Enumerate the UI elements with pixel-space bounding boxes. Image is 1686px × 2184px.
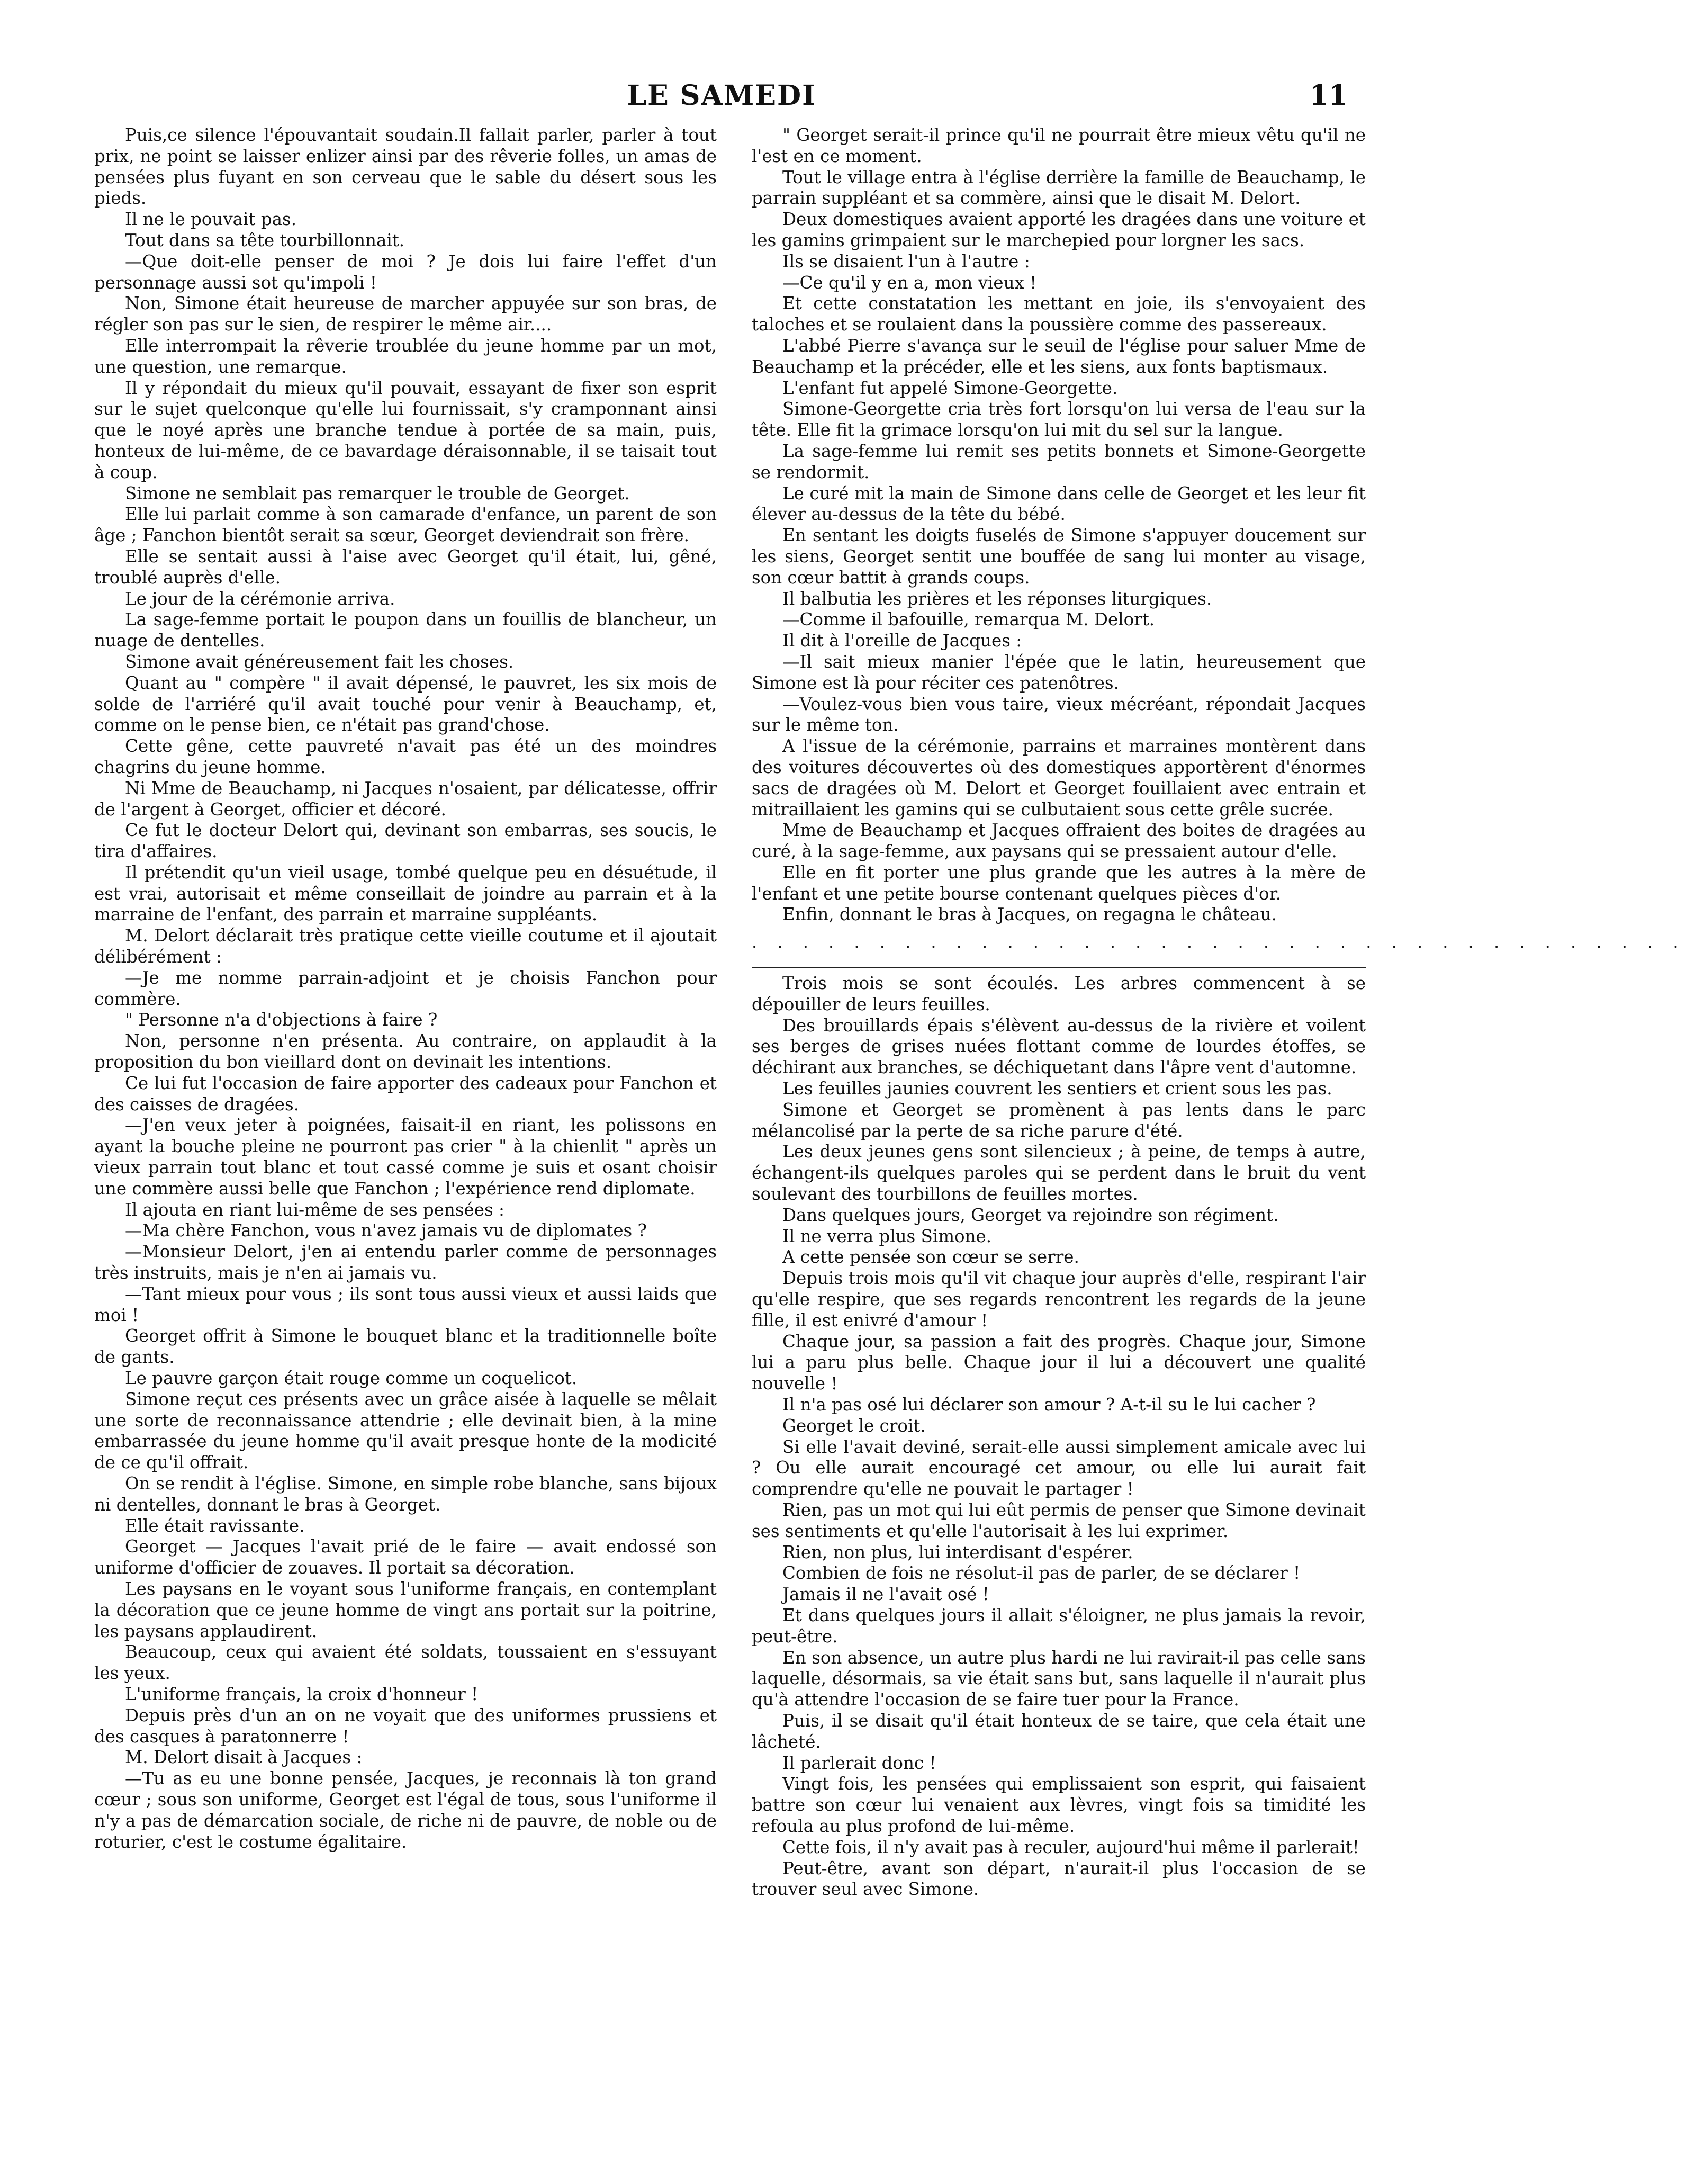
paragraph: Beaucoup, ceux qui avaient été soldats, toussaient en s'essuyant les yeux.	[94, 1642, 717, 1684]
paragraph: —Que doit-elle penser de moi ? Je dois lui faire l'effet d'un personnage aussi sot qu'impoli !	[94, 251, 717, 293]
paragraph: Ce lui fut l'occasion de faire apporter des cadeaux pour Fanchon et des caisses de dragées.	[94, 1073, 717, 1115]
paragraph: A l'issue de la cérémonie, parrains et marraines montèrent dans des voitures découvertes où des domestiques apportèrent d'énormes sacs de dragées où M. Delort et Georget fouillaient avec entrain et mitraillaient les gamins qui se culbutaient sous cette grêle sucrée.	[752, 736, 1366, 820]
paragraph: Le pauvre garçon était rouge comme un coquelicot.	[125, 1368, 578, 1389]
paragraph: —Tu as eu une bonne pensée, Jacques, je reconnais là ton grand cœur ; sous son uniforme, Georget est l'égal de tous, sous l'uniforme il n'y a pas de démarcation sociale, de riche ni de pauvre, de noble ou de roturier, c'est le costume égalitaire.	[94, 1768, 717, 1852]
paragraph: Et cette constatation les mettant en joie, ils s'envoyaient des taloches et se roulaient dans la poussière comme des passereaux.	[752, 293, 1366, 335]
paragraph: Combien de fois ne résolut-il pas de parler, de se déclarer !	[782, 1563, 1301, 1584]
paragraph: Dans quelques jours, Georget va rejoindre son régiment.	[782, 1205, 1279, 1225]
paragraph: Deux domestiques avaient apporté les dragées dans une voiture et les gamins grimpaient sur le marchepied pour lorgner les sacs.	[752, 209, 1366, 250]
paragraph: —Monsieur Delort, j'en ai entendu parler comme de personnages très instruits, mais je n'en ai jamais vu.	[94, 1242, 717, 1283]
paragraph: Si elle l'avait deviné, serait-elle aussi simplement amicale avec lui ? Ou elle aurait encouragé cet amour, ou elle lui aurait fait comprendre qu'elle ne pouvait le partager !	[752, 1436, 1366, 1499]
right-column-top	[752, 125, 1366, 925]
paragraph: Il y répondait du mieux qu'il pouvait, essayant de fixer son esprit sur le sujet quelconque qu'elle lui fournissait, s'y cramponnant ainsi que le noyé après une branche tendue à portée de sa main, puis, honteux de lui-même, de ce bavardage déraisonnable, il se taisait tout à coup.	[94, 378, 717, 482]
paragraph: On se rendit à l'église. Simone, en simple robe blanche, sans bijoux ni dentelles, donnant le bras à Georget.	[94, 1473, 717, 1515]
paragraph: Ils se disaient l'un à l'autre :	[782, 251, 1030, 272]
paragraph: Enfin, donnant le bras à Jacques, on regagna le château.	[782, 904, 1277, 925]
paragraph: Les paysans en le voyant sous l'uniforme français, en contemplant la décoration que ce jeune homme de vingt ans portait sur la poitrine, les paysans applaudirent.	[94, 1578, 717, 1641]
paragraph: Simone ne semblait pas remarquer le trouble de Georget.	[125, 483, 630, 504]
paragraph: Rien, non plus, lui interdisant d'espérer.	[782, 1542, 1133, 1562]
paragraph: Depuis près d'un an on ne voyait que des uniformes prussiens et des casques à paratonnerre !	[94, 1705, 717, 1747]
paragraph: " Personne n'a d'objections à faire ?	[125, 1010, 438, 1030]
paragraph: Georget le croit.	[782, 1415, 926, 1436]
paragraph: —J'en veux jeter à poignées, faisait-il en riant, les polissons en ayant la bouche pleine ne pourront pas crier " à la chienlit " après un vieux parrain tout blanc et tout cassé comme je suis et osant choisir une commère aussi belle que Fanchon ; l'expérience rend diplomate.	[94, 1115, 717, 1199]
paragraph: Ni Mme de Beauchamp, ni Jacques n'osaient, par délicatesse, offrir de l'argent à Georget, officier et décoré.	[94, 778, 717, 820]
paragraph: M. Delort disait à Jacques :	[125, 1747, 363, 1768]
paragraph: Il dit à l'oreille de Jacques :	[782, 631, 1022, 651]
paragraph: Ce fut le docteur Delort qui, devinant son embarras, ses soucis, le tira d'affaires.	[94, 820, 717, 862]
paragraph: Elle lui parlait comme à son camarade d'enfance, un parent de son âge ; Fanchon bientôt serait sa sœur, Georget deviendrait son frère.	[94, 504, 717, 546]
paragraph: Quant au " compère " il avait dépensé, le pauvret, les six mois de solde de l'arriéré qu'il avait touché pour venir à Beauchamp, et, comme on le pense bien, ce n'était pas grand'chose.	[94, 672, 717, 735]
paragraph: Simone avait généreusement fait les choses.	[125, 651, 514, 672]
paragraph: Non, Simone était heureuse de marcher appuyée sur son bras, de régler son pas sur le sien, de respirer le même air....	[94, 293, 717, 335]
paragraph: Elle interrompait la rêverie troublée du jeune homme par un mot, une question, une remarque.	[94, 335, 717, 377]
paragraph: Il parlerait donc !	[782, 1752, 936, 1773]
paragraph: A cette pensée son cœur se serre.	[782, 1247, 1079, 1268]
paragraph: —Tant mieux pour vous ; ils sont tous aussi vieux et aussi laids que moi !	[94, 1283, 717, 1325]
paragraph: Georget offrit à Simone le bouquet blanc et la traditionnelle boîte de gants.	[94, 1326, 717, 1368]
paragraph: Simone reçut ces présents avec un grâce aisée à laquelle se mêlait une sorte de reconnaissance attendrie ; elle devinait bien, à la mine embarrassée du jeune homme qu'il avait presque honte de la modicité de ce qu'il offrait.	[94, 1389, 717, 1473]
paragraph: " Georget serait-il prince qu'il ne pourrait être mieux vêtu qu'il ne l'est en ce moment.	[752, 125, 1366, 166]
paragraph: —Ma chère Fanchon, vous n'avez jamais vu de diplomates ?	[125, 1220, 647, 1241]
paragraph: Rien, pas un mot qui lui eût permis de penser que Simone devinait ses sentiments et qu'elle l'autorisait à les lui exprimer.	[752, 1500, 1366, 1541]
paragraph: Il ajouta en riant lui-même de ses pensées :	[125, 1199, 504, 1220]
paragraph: Mme de Beauchamp et Jacques offraient des boites de dragées au curé, à la sage-femme, aux paysans qui se pressaient autour d'elle.	[752, 820, 1366, 862]
paragraph: Il prétendit qu'un vieil usage, tombé quelque peu en désuétude, il est vrai, autorisait et même conseillait de joindre au parrain et à la marraine de l'enfant, des parrain et marraine suppléants.	[94, 862, 717, 925]
paragraph: Trois mois se sont écoulés. Les arbres commencent à se dépouiller de leurs feuilles.	[752, 973, 1366, 1014]
paragraph: Il balbutia les prières et les réponses liturgiques.	[782, 588, 1212, 609]
paragraph: La sage-femme lui remit ses petits bonnets et Simone-Georgette se rendormit.	[752, 441, 1366, 482]
paragraph: M. Delort déclarait très pratique cette vieille coutume et il ajoutait délibérément :	[94, 925, 717, 967]
paragraph: Puis,ce silence l'épouvantait soudain.Il fallait parler, parler à tout prix, ne point se laisser enlizer ainsi par des rêverie folles, un amas de pensées plus fuyant en son cerveau que le sable du désert sous les pieds.	[94, 125, 717, 209]
paragraph: Elle en fit porter une plus grande que les autres à la mère de l'enfant et une petite bourse contenant quelques pièces d'or.	[752, 862, 1366, 904]
paragraph: Vingt fois, les pensées qui emplissaient son esprit, qui faisaient battre son cœur lui venaient aux lèvres, vingt fois sa timidité les refoula au plus profond de lui-même.	[752, 1774, 1366, 1836]
separator-rule	[752, 967, 1366, 968]
paragraph: Elle était ravissante.	[125, 1515, 305, 1536]
left-column	[94, 125, 717, 2158]
paragraph: —Il sait mieux manier l'épée que le latin, heureusement que Simone est là pour réciter ces patenôtres.	[752, 651, 1366, 693]
paragraph: Georget — Jacques l'avait prié de le faire — avait endossé son uniforme d'officier de zouaves. Il portait sa décoration.	[94, 1536, 717, 1578]
paragraph: La sage-femme portait le poupon dans un fouillis de blancheur, un nuage de dentelles.	[94, 609, 717, 651]
paragraph: Il n'a pas osé lui déclarer son amour ? A-t-il su le lui cacher ?	[782, 1395, 1316, 1415]
paragraph: Tout dans sa tête tourbillonnait.	[125, 230, 405, 250]
paragraph: Non, personne n'en présenta. Au contraire, on applaudit à la proposition du bon vieillard dont on devinait les intentions.	[94, 1031, 717, 1073]
paragraph: Des brouillards épais s'élèvent au-dessus de la rivière et voilent ses berges de grises nuées flottant comme de lourdes étoffes, se déchirant aux branches, se déchiquetant dans l'âpre vent d'automne.	[752, 1015, 1366, 1078]
paragraph: Simone et Georget se promènent à pas lents dans le parc mélancolisé par la perte de sa riche parure d'été.	[752, 1099, 1366, 1141]
paragraph: —Comme il bafouille, remarqua M. Delort.	[782, 609, 1155, 630]
paragraph: L'enfant fut appelé Simone-Georgette.	[782, 378, 1118, 398]
paragraph: Puis, il se disait qu'il était honteux de se taire, que cela était une lâcheté.	[752, 1710, 1366, 1752]
paragraph: Peut-être, avant son départ, n'aurait-il plus l'occasion de se trouver seul avec Simone.	[752, 1858, 1366, 1900]
paragraph: En son absence, un autre plus hardi ne lui ravirait-il pas celle sans laquelle, désormais, sa vie était sans but, sans laquelle il n'aurait plus qu'à attendre l'occasion de se faire tuer pour la France.	[752, 1647, 1366, 1710]
paragraph: L'abbé Pierre s'avança sur le seuil de l'église pour saluer Mme de Beauchamp et la précéder, elle et les siens, aux fonts baptismaux.	[752, 335, 1366, 377]
paragraph: L'uniforme français, la croix d'honneur !	[125, 1684, 479, 1704]
paragraph: Cette gêne, cette pauvreté n'avait pas été un des moindres chagrins du jeune homme.	[94, 736, 717, 777]
paragraph: Et dans quelques jours il allait s'éloigner, ne plus jamais la revoir, peut-être.	[752, 1605, 1366, 1647]
paragraph: Les feuilles jaunies couvrent les sentiers et crient sous les pas.	[782, 1078, 1332, 1099]
paragraph: Les deux jeunes gens sont silencieux ; à peine, de temps à autre, échangent-ils quelques paroles qui se perdent dans le bruit du vent soulevant des tourbillons de feuilles mortes.	[752, 1142, 1366, 1205]
paragraph: Chaque jour, sa passion a fait des progrès. Chaque jour, Simone lui a paru plus belle. Chaque jour il lui a découvert une qualité nouvelle !	[752, 1331, 1366, 1394]
journal-title: LE SAMEDI	[627, 79, 816, 112]
right-column	[752, 125, 1686, 2158]
paragraph: —Ce qu'il y en a, mon vieux !	[782, 272, 1037, 293]
paragraph: Simone-Georgette cria très fort lorsqu'on lui versa de l'eau sur la tête. Elle fit la grimace lorsqu'on lui mit du sel sur la langue.	[752, 399, 1366, 441]
page-header	[95, 79, 1348, 127]
paragraph: Le curé mit la main de Simone dans celle de Georget et les leur fit élever au-dessus de la tête du bébé.	[752, 483, 1366, 525]
paragraph: Tout le village entra à l'église derrière la famille de Beauchamp, le parrain suppléant et sa commère, ainsi que le disait M. Delort.	[752, 167, 1366, 209]
page-number: 11	[1309, 79, 1348, 112]
paragraph: —Voulez-vous bien vous taire, vieux mécréant, répondait Jacques sur le même ton.	[752, 694, 1366, 735]
paragraph: Depuis trois mois qu'il vit chaque jour auprès d'elle, respirant l'air qu'elle respire, que ses regards rencontrent les regards de la jeune fille, il est enivré d'amour !	[752, 1268, 1366, 1331]
paragraph: Cette fois, il n'y avait pas à reculer, aujourd'hui même il parlerait!	[782, 1837, 1359, 1857]
right-column-bottom	[752, 973, 1366, 1900]
paragraph: En sentant les doigts fuselés de Simone s'appuyer doucement sur les siens, Georget sentit une bouffée de sang lui monter au visage, son cœur battit à grands coups.	[752, 525, 1366, 588]
paragraph: Il ne le pouvait pas.	[125, 209, 297, 230]
paragraph: Il ne verra plus Simone.	[782, 1226, 992, 1246]
paragraph: —Je me nomme parrain-adjoint et je choisis Fanchon pour commère.	[94, 967, 717, 1009]
paragraph: Jamais il ne l'avait osé !	[782, 1584, 989, 1605]
section-separator: . . . . . . . . . . . . . . . . . . . . . . . . . . . . . . . . . . . . .	[752, 932, 1686, 952]
paragraph: Elle se sentait aussi à l'aise avec Georget qu'il était, lui, gêné, troublé auprès d'elle.	[94, 546, 717, 588]
paragraph: Le jour de la cérémonie arriva.	[125, 588, 395, 609]
